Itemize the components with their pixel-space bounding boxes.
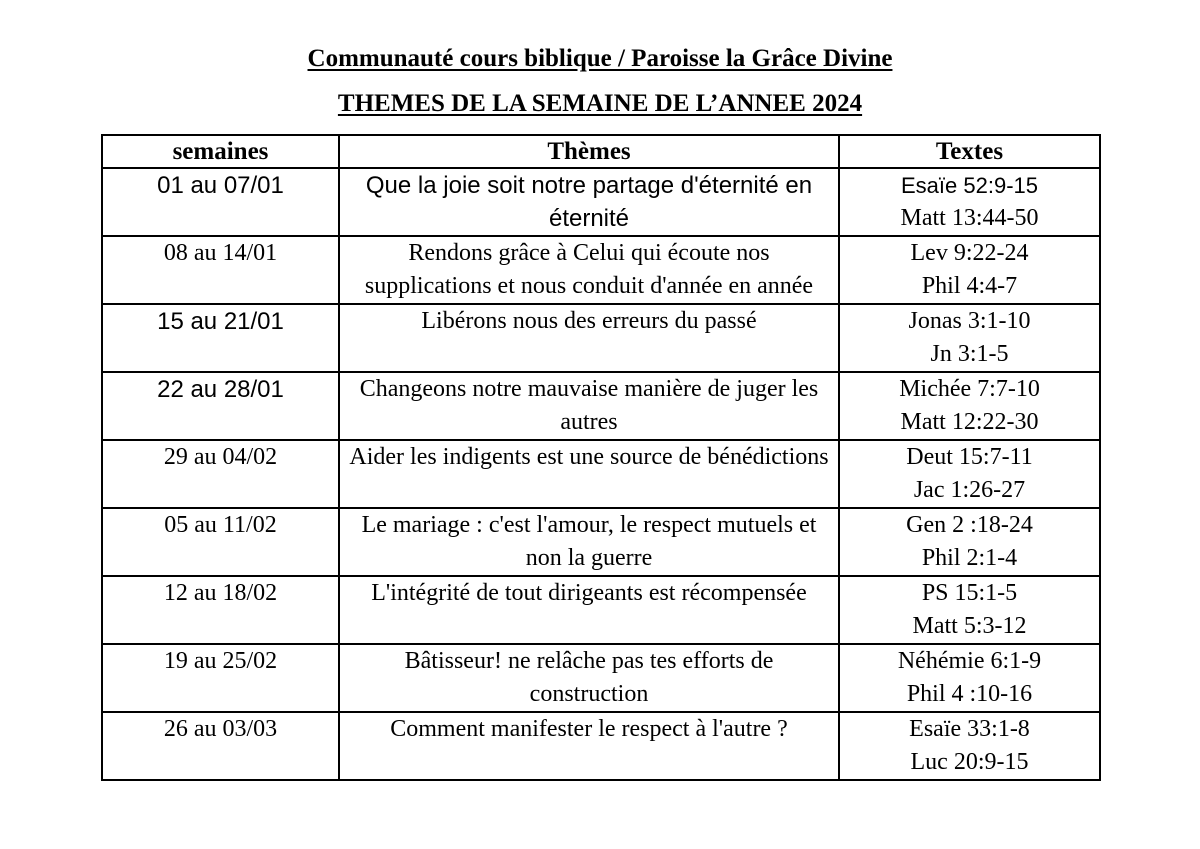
document-title: Communauté cours biblique / Paroisse la Grâce Divine <box>307 45 893 72</box>
text-reference: Jonas 3:1-10 <box>908 308 1031 334</box>
theme-cell: L'intégrité de tout dirigeants est récompensée <box>339 576 839 644</box>
text-reference: Matt 13:44-50 <box>900 205 1039 231</box>
text-reference: Matt 12:22-30 <box>900 409 1039 435</box>
table-row <box>102 304 1100 372</box>
theme-cell: Bâtisseur! ne relâche pas tes efforts de construction <box>339 644 839 712</box>
text-reference: Gen 2 :18-24 <box>906 512 1033 538</box>
week-cell: 22 au 28/01 <box>102 372 339 440</box>
text-reference: Jn 3:1-5 <box>930 341 1009 367</box>
texts-cell <box>839 372 1100 440</box>
text-reference: Esaïe 52:9-15 <box>901 173 1038 198</box>
column-header-texts: Textes <box>839 135 1100 168</box>
week-cell: 19 au 25/02 <box>102 644 339 712</box>
texts-cell <box>839 236 1100 304</box>
table-row <box>102 576 1100 644</box>
theme-cell: Le mariage : c'est l'amour, le respect mutuels et non la guerre <box>339 508 839 576</box>
week-cell: 29 au 04/02 <box>102 440 339 508</box>
text-reference: Phil 4:4-7 <box>921 273 1018 299</box>
table-header-row <box>102 135 1100 168</box>
text-reference: Deut 15:7-11 <box>906 444 1033 470</box>
text-reference: Néhémie 6:1-9 <box>897 648 1042 674</box>
table-row <box>102 372 1100 440</box>
text-reference: Lev 9:22-24 <box>910 240 1029 266</box>
text-reference: Jac 1:26-27 <box>913 477 1026 503</box>
text-reference: Esaïe 33:1-8 <box>909 716 1030 742</box>
week-cell: 01 au 07/01 <box>102 168 339 236</box>
texts-cell <box>839 168 1100 236</box>
week-cell: 15 au 21/01 <box>102 304 339 372</box>
theme-cell: Changeons notre mauvaise manière de juger les autres <box>339 372 839 440</box>
text-reference: Phil 2:1-4 <box>921 545 1018 571</box>
text-reference: Michée 7:7-10 <box>899 376 1040 402</box>
texts-cell <box>839 440 1100 508</box>
column-header-weeks: semaines <box>102 135 339 168</box>
table-row <box>102 236 1100 304</box>
week-cell: 05 au 11/02 <box>102 508 339 576</box>
theme-cell: Aider les indigents est une source de bénédictions <box>339 440 839 508</box>
themes-table <box>101 134 1101 781</box>
document-subtitle: THEMES DE LA SEMAINE DE L’ANNEE 2024 <box>337 90 863 117</box>
text-reference: Matt 5:3-12 <box>912 613 1027 639</box>
table-row <box>102 440 1100 508</box>
theme-cell: Comment manifester le respect à l'autre ? <box>339 712 839 780</box>
texts-cell <box>839 508 1100 576</box>
text-reference: Luc 20:9-15 <box>910 749 1029 775</box>
week-cell: 08 au 14/01 <box>102 236 339 304</box>
theme-cell: Rendons grâce à Celui qui écoute nos supplications et nous conduit d'année en année <box>339 236 839 304</box>
week-cell: 12 au 18/02 <box>102 576 339 644</box>
table-row <box>102 508 1100 576</box>
table-row <box>102 712 1100 780</box>
texts-cell <box>839 644 1100 712</box>
theme-cell: Libérons nous des erreurs du passé <box>339 304 839 372</box>
table-row <box>102 644 1100 712</box>
column-header-themes: Thèmes <box>339 135 839 168</box>
text-reference: PS 15:1-5 <box>921 580 1018 606</box>
table-row <box>102 168 1100 236</box>
week-cell: 26 au 03/03 <box>102 712 339 780</box>
theme-cell: Que la joie soit notre partage d'éternité en éternité <box>339 168 839 236</box>
texts-cell <box>839 712 1100 780</box>
texts-cell <box>839 576 1100 644</box>
texts-cell <box>839 304 1100 372</box>
text-reference: Phil 4 :10-16 <box>906 681 1033 707</box>
